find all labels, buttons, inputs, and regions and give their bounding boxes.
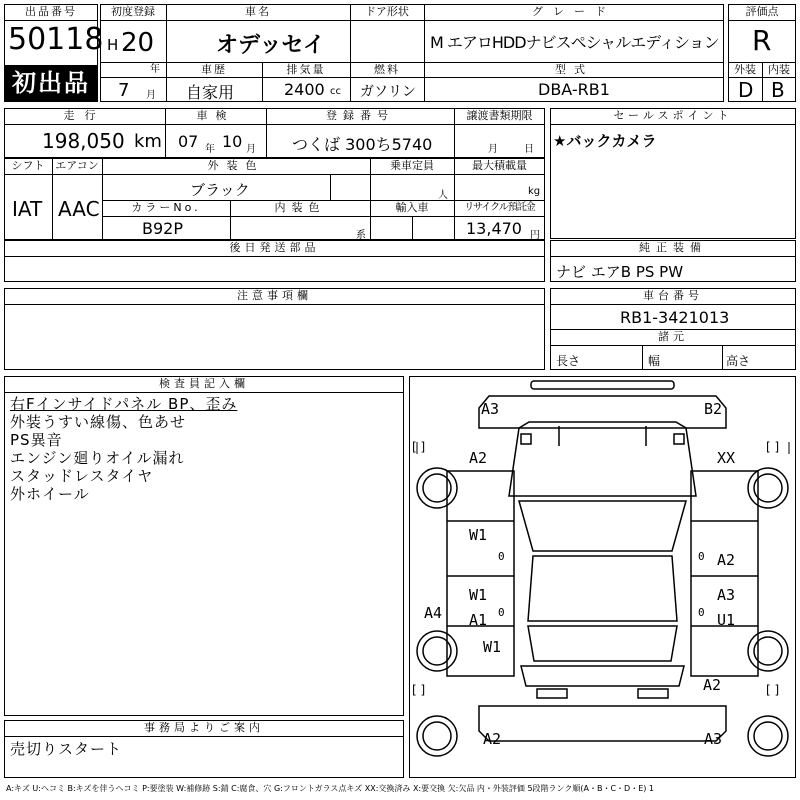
sales-point-box [550,108,796,239]
damage-mark: XX [717,449,736,467]
fuel: ガソリン [360,84,416,100]
damage-mark: W1 [469,526,488,544]
recycle-unit: 円 [530,230,540,241]
history-label: 車歴 [201,63,227,76]
recycle: 13,470 [466,219,522,238]
inspector-note: 外ホイール [10,485,90,503]
shift: IAT [12,197,43,221]
caution-label: 注意事項欄 [237,289,312,302]
length-label: 長さ [556,354,581,368]
grade: M エアロHDDナビスペシャルエディション [430,33,719,52]
dims-label: 諸元 [658,330,688,343]
height-label: 高さ [726,354,751,368]
shift-label: シフト [11,159,45,172]
car-name-label: 車名 [245,5,271,18]
capacity-label: 乗車定員 [390,159,434,172]
damage-mark: A2 [717,551,736,569]
displacement-unit: cc [330,86,341,97]
chassis-label: 車台番号 [643,289,703,302]
bracket-right-bottom: [ ] [766,683,780,697]
reg-no-label: 登録番号 [326,109,394,122]
damage-mark: A2 [703,676,722,694]
color-no-label: カラーNo. [131,201,201,214]
damage-mark: 0 [698,550,705,563]
exterior-label: 外装 [734,63,756,76]
car-outline-diagram [409,376,796,778]
history: 自家用 [186,83,235,102]
color-no: B92P [142,219,183,238]
inspection-month-unit: 月 [246,144,256,155]
door-label: ドア形状 [365,5,409,18]
damage-mark: A2 [469,449,488,467]
interior-color-label: 内装色 [274,201,326,214]
lot-number-label: 出品番号 [25,5,77,18]
inspector-notes [10,395,237,503]
bracket-left-bottom: [ ] [412,683,426,697]
first-listing-badge: 初出品 [5,65,97,101]
bracket-right-top: [ ] [766,440,780,454]
mileage-unit: km [134,131,162,152]
model-label: 型式 [555,63,593,76]
first-reg-month: 7 [118,80,130,101]
inspection-label: 車検 [196,109,235,122]
mileage-label: 走行 [63,109,106,122]
capacity-unit: 人 [438,190,448,201]
ac-label: エアコン [55,159,99,172]
damage-mark: B2 [704,400,723,418]
inspection-year-unit: 年 [205,144,215,155]
fuel-label: 燃料 [374,63,400,76]
max-load-label: 最大積載量 [472,159,527,172]
displacement-label: 排気量 [286,63,326,76]
inspector-note: エンジン廻りオイル漏れ [10,449,185,467]
inspector-note: 右Fインサイドパネル BP、歪み [10,395,238,413]
transfer-day-unit: 日 [524,144,534,155]
reg-no: つくば 300ち5740 [292,135,433,154]
bracket-left-top: [ ] [412,440,426,454]
first-reg-year: 20 [121,28,155,58]
era: H [107,36,119,54]
genuine-label: 純正装備 [639,241,707,254]
max-load-unit: kg [528,186,541,197]
month-unit: 月 [146,90,156,101]
displacement: 2400 [284,80,325,99]
ac: AAC [58,197,100,221]
score-label: 評価点 [745,5,779,18]
recycle-label: リサイクル預託金 [464,202,535,213]
damage-mark: A1 [469,611,488,629]
lot-number: 50118 [8,22,104,57]
mileage: 198,050 [42,129,125,153]
score: R [752,24,772,57]
damage-mark: A3 [717,586,736,604]
first-reg-label: 初度登録 [111,5,155,18]
inspector-note: スタッドレスタイヤ [10,467,154,485]
chassis-number: RB1-3421013 [620,308,730,327]
sales-point: ★バックカメラ [553,132,657,150]
model: DBA-RB1 [538,80,610,99]
damage-mark: 0 [498,550,505,563]
inspection-month: 10 [222,132,243,151]
color: ブラック [190,181,250,199]
legend-text: A:キズ U:ヘコミ B:キズを伴うヘコミ P:要塗装 W:補修跡 S:錆 C:腐食、穴 G:フロントガラス点キズ XX:交換済み X:要交換 欠:欠品 内・外装評価 5段階ランク順(A・B・C・D・E) 1 [6,784,655,793]
color-label: 外装色 [207,159,265,172]
year-unit: 年 [150,64,160,75]
damage-mark: A3 [481,400,500,418]
interior-score: B [771,78,785,102]
office-text: 売切りスタート [10,740,123,758]
genuine-equipment: ナビ エアB PS PW [556,263,684,281]
inspector-label: 検査員記入欄 [159,377,249,390]
import-label: 輸入車 [395,201,429,214]
damage-mark: A2 [483,730,502,748]
interior-color-unit: 系 [356,230,366,241]
width-label: 幅 [648,354,661,368]
damage-mark: A3 [704,730,723,748]
later-parts-label: 後日発送部品 [229,241,320,254]
grade-label: グレード [532,5,616,18]
damage-mark: 0 [698,606,705,619]
inspector-note: PS異音 [10,431,63,449]
interior-label: 内装 [768,63,790,76]
office-label: 事務局よりご案内 [144,721,264,734]
damage-mark: W1 [483,638,502,656]
car-name: オデッセイ [216,33,325,58]
damage-mark: A4 [424,604,443,622]
transfer-month-unit: 月 [488,144,498,155]
sales-point-label: セールスポイント [613,109,733,122]
damage-mark: U1 [717,611,736,629]
damage-mark: 0 [498,606,505,619]
inspector-note: 外装うすい線傷、色あせ [10,413,187,431]
exterior-score: D [738,78,754,102]
transfer-label: 譲渡書類期限 [466,109,533,122]
inspection-year: 07 [178,132,199,151]
damage-mark: W1 [469,586,488,604]
